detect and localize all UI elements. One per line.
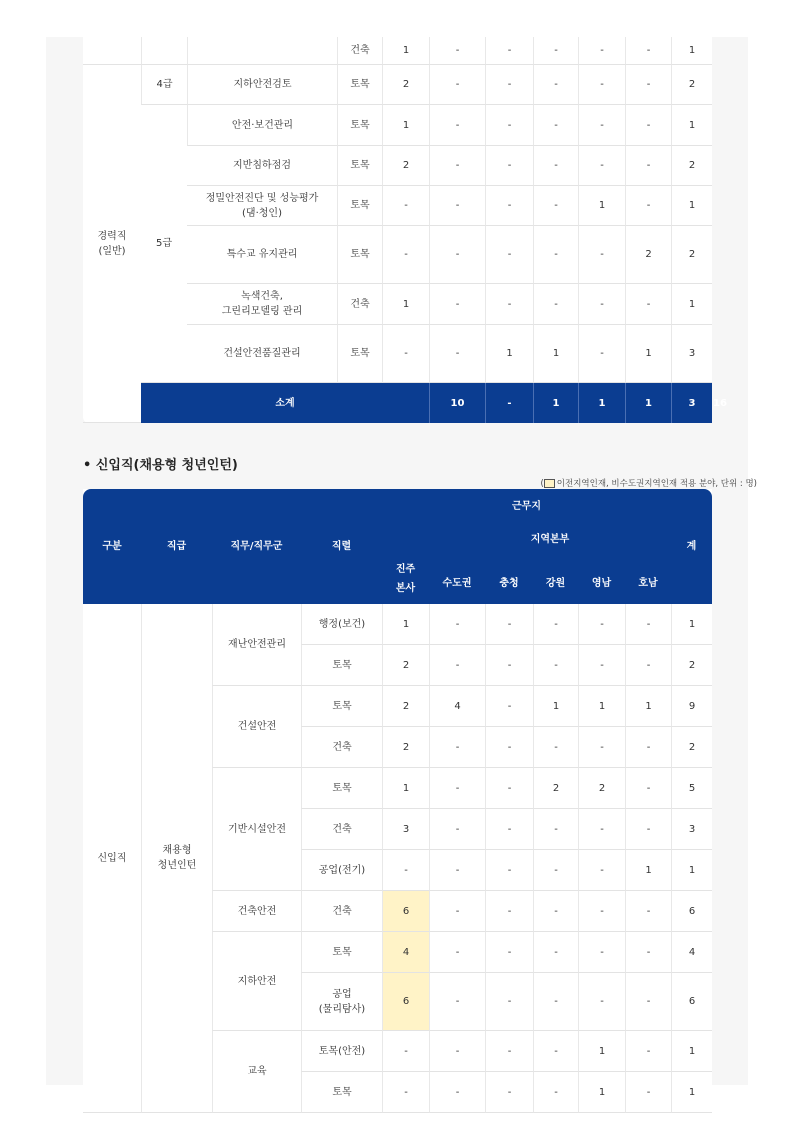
value-cell: - bbox=[625, 973, 671, 1031]
duty-cell bbox=[187, 186, 337, 226]
duty-cell: 건설안전 bbox=[212, 686, 301, 768]
value-cell: - bbox=[485, 809, 533, 850]
value-cell: 1 bbox=[382, 284, 429, 325]
field-line: 토목 bbox=[332, 782, 352, 794]
value-cell: - bbox=[485, 1072, 533, 1113]
value-cell: 3 bbox=[671, 809, 712, 850]
value-cell: 2 bbox=[382, 686, 429, 727]
field-cell: 토목 bbox=[337, 186, 382, 226]
value-cell: 4 bbox=[429, 686, 485, 727]
value-cell: 2 bbox=[625, 226, 671, 284]
value-cell: - bbox=[382, 186, 429, 226]
field-cell: 토목 bbox=[337, 325, 382, 383]
category-cell bbox=[83, 65, 141, 423]
value-cell: - bbox=[485, 65, 533, 105]
value-cell: - bbox=[578, 325, 625, 383]
experienced-table-body bbox=[83, 37, 727, 423]
value-cell: - bbox=[429, 105, 485, 146]
section-title: • 신입직(채용형 청년인턴) bbox=[83, 458, 238, 473]
value-cell: - bbox=[429, 727, 485, 768]
value-cell: 6 bbox=[382, 891, 429, 932]
value-cell: - bbox=[625, 768, 671, 809]
field-line: 토목 bbox=[332, 1086, 352, 1098]
value-cell: 2 bbox=[671, 65, 712, 105]
duty-cell bbox=[187, 325, 337, 383]
value-cell: - bbox=[485, 105, 533, 146]
value-cell: 1 bbox=[671, 1031, 712, 1072]
field-line: 토목(안전) bbox=[318, 1045, 366, 1057]
value-cell: 2 bbox=[578, 768, 625, 809]
value-cell: - bbox=[533, 809, 578, 850]
value-cell: - bbox=[429, 325, 485, 383]
total-value: - bbox=[485, 383, 533, 423]
value-cell: 1 bbox=[671, 1072, 712, 1113]
value-cell: 2 bbox=[671, 226, 712, 284]
value-cell: - bbox=[578, 37, 625, 65]
category-cell bbox=[83, 37, 141, 65]
duty-line: 지반침하점검 bbox=[233, 160, 291, 171]
value-cell: 1 bbox=[671, 186, 712, 226]
value-cell: 1 bbox=[382, 604, 429, 645]
document-page bbox=[46, 37, 757, 1098]
field-cell bbox=[301, 809, 382, 850]
value-cell: - bbox=[533, 932, 578, 973]
value-cell: 1 bbox=[382, 37, 429, 65]
header-region-gangwon: 강원 bbox=[533, 562, 578, 604]
value-cell: - bbox=[429, 932, 485, 973]
value-cell: - bbox=[533, 645, 578, 686]
value-cell: 1 bbox=[671, 850, 712, 891]
value-cell: - bbox=[485, 604, 533, 645]
newhire-table-body bbox=[83, 604, 712, 1113]
value-cell: 3 bbox=[382, 809, 429, 850]
duty-cell bbox=[187, 37, 337, 65]
value-cell: 2 bbox=[382, 645, 429, 686]
header-workplace: 근무지 bbox=[382, 489, 671, 524]
header-region-yeongnam: 영남 bbox=[578, 562, 625, 604]
duty-line: 지하안전검토 bbox=[233, 79, 292, 90]
value-cell: - bbox=[578, 226, 625, 284]
field-cell: 건축 bbox=[337, 37, 382, 65]
header-duty: 직무/직무군 bbox=[212, 489, 301, 604]
field-cell bbox=[301, 973, 382, 1031]
value-cell: 2 bbox=[382, 727, 429, 768]
field-cell: 건축 bbox=[337, 284, 382, 325]
duty-line: 정밀안전진단 및 성능평가 bbox=[205, 192, 319, 204]
field-cell bbox=[301, 645, 382, 686]
value-cell: - bbox=[533, 891, 578, 932]
field-cell bbox=[301, 768, 382, 809]
value-cell: - bbox=[625, 891, 671, 932]
value-cell: - bbox=[625, 186, 671, 226]
value-cell: - bbox=[429, 65, 485, 105]
value-cell: - bbox=[429, 1072, 485, 1113]
duty-line: 안전·보건관리 bbox=[231, 119, 294, 131]
value-cell: 6 bbox=[671, 973, 712, 1031]
value-cell: - bbox=[625, 604, 671, 645]
value-cell: - bbox=[625, 105, 671, 146]
header-hq bbox=[382, 524, 429, 604]
value-cell: - bbox=[429, 604, 485, 645]
total-value: 1 bbox=[578, 383, 625, 423]
value-cell: - bbox=[429, 768, 485, 809]
value-cell: 9 bbox=[671, 686, 712, 727]
field-cell bbox=[301, 1031, 382, 1072]
grade-cell bbox=[141, 604, 212, 1113]
duty-line: (댐·청인) bbox=[242, 207, 282, 219]
value-cell: 1 bbox=[671, 105, 712, 146]
value-cell: - bbox=[429, 146, 485, 186]
total-row: 소계 10 - 1 1 1 3 16 bbox=[83, 383, 712, 423]
duty-cell bbox=[187, 105, 337, 146]
duty-cell: 지하안전 bbox=[212, 932, 301, 1031]
duty-line: 건설안전품질관리 bbox=[223, 348, 301, 359]
value-cell: - bbox=[625, 727, 671, 768]
duty-line: 그린리모델링 관리 bbox=[221, 306, 303, 317]
value-cell: - bbox=[533, 105, 578, 146]
header-region-chungcheong: 충청 bbox=[485, 562, 533, 604]
value-cell: - bbox=[625, 1031, 671, 1072]
field-cell: 토목 bbox=[337, 105, 382, 146]
value-cell: - bbox=[485, 932, 533, 973]
value-cell: 4 bbox=[382, 932, 429, 973]
value-cell: - bbox=[625, 146, 671, 186]
value-cell: - bbox=[533, 284, 578, 325]
value-cell: - bbox=[429, 37, 485, 65]
field-cell bbox=[301, 727, 382, 768]
field-cell bbox=[301, 850, 382, 891]
field-line: 토목 bbox=[332, 659, 352, 671]
value-cell: - bbox=[485, 1031, 533, 1072]
value-cell: - bbox=[578, 850, 625, 891]
field-cell bbox=[301, 604, 382, 645]
value-cell: - bbox=[533, 1031, 578, 1072]
experienced-hiring-table bbox=[83, 37, 727, 423]
value-cell: 2 bbox=[382, 65, 429, 105]
newhire-table-wrap bbox=[83, 489, 712, 1113]
total-value: 10 bbox=[429, 383, 485, 423]
highlight-swatch-icon bbox=[544, 479, 555, 488]
total-value: 1 bbox=[533, 383, 578, 423]
value-cell: 2 bbox=[533, 768, 578, 809]
field-cell bbox=[301, 1072, 382, 1113]
value-cell: - bbox=[485, 645, 533, 686]
total-value: 3 bbox=[671, 383, 712, 423]
field-cell: 토목 bbox=[337, 226, 382, 284]
value-cell: - bbox=[533, 973, 578, 1031]
value-cell: 1 bbox=[578, 1072, 625, 1113]
value-cell: - bbox=[533, 604, 578, 645]
field-line: (물리탐사) bbox=[318, 1003, 366, 1015]
field-cell: 토목 bbox=[337, 146, 382, 186]
unit-legend bbox=[497, 477, 757, 489]
value-cell: - bbox=[429, 850, 485, 891]
value-cell: - bbox=[578, 65, 625, 105]
legend-open-paren: ( bbox=[540, 479, 544, 489]
value-cell: 1 bbox=[578, 1031, 625, 1072]
header-sum: 계 bbox=[671, 489, 712, 604]
field-line: 공업 bbox=[332, 988, 352, 1000]
table-row bbox=[83, 604, 712, 645]
value-cell: 1 bbox=[578, 186, 625, 226]
value-cell: - bbox=[578, 809, 625, 850]
grade-cell bbox=[141, 37, 187, 65]
value-cell: 6 bbox=[382, 973, 429, 1031]
value-cell: 1 bbox=[671, 284, 712, 325]
header-region-honam: 호남 bbox=[625, 562, 671, 604]
value-cell: 1 bbox=[625, 325, 671, 383]
value-cell: - bbox=[485, 284, 533, 325]
category-line: (일반) bbox=[98, 245, 126, 257]
header-region-sudo: 수도권 bbox=[429, 562, 485, 604]
value-cell: - bbox=[485, 973, 533, 1031]
duty-cell bbox=[187, 284, 337, 325]
value-cell: - bbox=[485, 891, 533, 932]
duty-cell: 기반시설안전 bbox=[212, 768, 301, 891]
value-cell: - bbox=[429, 973, 485, 1031]
value-cell: - bbox=[429, 645, 485, 686]
value-cell: 1 bbox=[485, 325, 533, 383]
value-cell: 1 bbox=[533, 686, 578, 727]
value-cell: - bbox=[533, 1072, 578, 1113]
value-cell: 5 bbox=[671, 768, 712, 809]
field-cell bbox=[301, 686, 382, 727]
duty-line: 특수교 유지관리 bbox=[226, 249, 298, 260]
total-value: 1 bbox=[625, 383, 671, 423]
field-line: 공업(전기) bbox=[318, 864, 366, 876]
value-cell: - bbox=[625, 809, 671, 850]
duty-cell: 건축안전 bbox=[212, 891, 301, 932]
newhire-table-header bbox=[83, 489, 712, 604]
field-line: 건축 bbox=[332, 741, 352, 753]
value-cell: - bbox=[578, 727, 625, 768]
value-cell: - bbox=[382, 1031, 429, 1072]
value-cell: 2 bbox=[671, 146, 712, 186]
value-cell: 1 bbox=[625, 686, 671, 727]
value-cell: - bbox=[429, 891, 485, 932]
value-cell: - bbox=[485, 186, 533, 226]
table-row bbox=[83, 37, 712, 65]
value-cell: 1 bbox=[671, 37, 712, 65]
duty-cell bbox=[187, 146, 337, 186]
duty-cell: 재난안전관리 bbox=[212, 604, 301, 686]
header-hq-line1: 진주 bbox=[395, 564, 416, 575]
value-cell: - bbox=[382, 325, 429, 383]
value-cell: - bbox=[429, 284, 485, 325]
value-cell: - bbox=[625, 37, 671, 65]
value-cell: - bbox=[485, 686, 533, 727]
header-hq-line2: 본사 bbox=[395, 583, 416, 594]
field-line: 건축 bbox=[332, 905, 352, 917]
header-category: 구분 bbox=[83, 489, 141, 604]
grade-cell: 4급 bbox=[141, 65, 187, 105]
value-cell: - bbox=[382, 1072, 429, 1113]
value-cell: 1 bbox=[382, 768, 429, 809]
value-cell: - bbox=[485, 37, 533, 65]
value-cell: 3 bbox=[671, 325, 712, 383]
header-field: 직렬 bbox=[301, 489, 382, 604]
value-cell: - bbox=[625, 645, 671, 686]
value-cell: - bbox=[625, 932, 671, 973]
grade-line: 채용형 bbox=[162, 845, 192, 856]
duty-line: 녹색건축, bbox=[241, 291, 283, 302]
value-cell: - bbox=[578, 932, 625, 973]
value-cell: 1 bbox=[625, 850, 671, 891]
value-cell: - bbox=[578, 973, 625, 1031]
header-regional: 지역본부 bbox=[429, 524, 671, 562]
value-cell: - bbox=[485, 146, 533, 186]
content-area bbox=[83, 37, 757, 1098]
table-row bbox=[83, 65, 712, 105]
value-cell: - bbox=[382, 226, 429, 284]
duty-cell: 교육 bbox=[212, 1031, 301, 1113]
value-cell: - bbox=[625, 1072, 671, 1113]
category-cell: 신입직 bbox=[83, 604, 141, 1113]
field-line: 토목 bbox=[332, 946, 352, 958]
duty-cell bbox=[187, 226, 337, 284]
field-line: 행정(보건) bbox=[318, 618, 366, 630]
value-cell: - bbox=[578, 146, 625, 186]
value-cell: - bbox=[485, 727, 533, 768]
value-cell: - bbox=[429, 226, 485, 284]
value-cell: - bbox=[533, 186, 578, 226]
value-cell: - bbox=[533, 65, 578, 105]
value-cell: - bbox=[533, 850, 578, 891]
value-cell: - bbox=[578, 284, 625, 325]
value-cell: - bbox=[485, 226, 533, 284]
duty-cell bbox=[187, 65, 337, 105]
value-cell: - bbox=[578, 105, 625, 146]
value-cell: 1 bbox=[578, 686, 625, 727]
value-cell: - bbox=[533, 727, 578, 768]
legend-text: 이전지역인재, 비수도권지역인재 적용 분야, 단위 : 명) bbox=[556, 479, 757, 489]
value-cell: - bbox=[429, 809, 485, 850]
value-cell: - bbox=[533, 226, 578, 284]
newhire-table bbox=[83, 489, 712, 1113]
value-cell: - bbox=[578, 645, 625, 686]
value-cell: - bbox=[429, 1031, 485, 1072]
value-cell: 2 bbox=[382, 146, 429, 186]
table-row bbox=[83, 105, 712, 146]
value-cell: - bbox=[382, 850, 429, 891]
value-cell: 6 bbox=[671, 891, 712, 932]
value-cell: 2 bbox=[671, 727, 712, 768]
value-cell: 1 bbox=[671, 604, 712, 645]
header-grade: 직급 bbox=[141, 489, 212, 604]
field-cell: 토목 bbox=[337, 65, 382, 105]
grade-cell: 5급 bbox=[141, 105, 187, 383]
value-cell: - bbox=[625, 284, 671, 325]
value-cell: 1 bbox=[533, 325, 578, 383]
grade-line: 청년인턴 bbox=[157, 860, 197, 871]
total-label: 소계 bbox=[141, 383, 429, 423]
value-cell: - bbox=[485, 850, 533, 891]
field-cell bbox=[301, 891, 382, 932]
value-cell: - bbox=[625, 65, 671, 105]
value-cell: - bbox=[533, 146, 578, 186]
field-line: 토목 bbox=[332, 700, 352, 712]
value-cell: 2 bbox=[671, 645, 712, 686]
value-cell: - bbox=[578, 604, 625, 645]
value-cell: - bbox=[533, 37, 578, 65]
field-line: 건축 bbox=[332, 823, 352, 835]
category-line: 경력직 bbox=[97, 230, 127, 242]
value-cell: - bbox=[429, 186, 485, 226]
value-cell: - bbox=[578, 891, 625, 932]
field-cell bbox=[301, 932, 382, 973]
value-cell: 4 bbox=[671, 932, 712, 973]
value-cell: - bbox=[485, 768, 533, 809]
value-cell: 1 bbox=[382, 105, 429, 146]
